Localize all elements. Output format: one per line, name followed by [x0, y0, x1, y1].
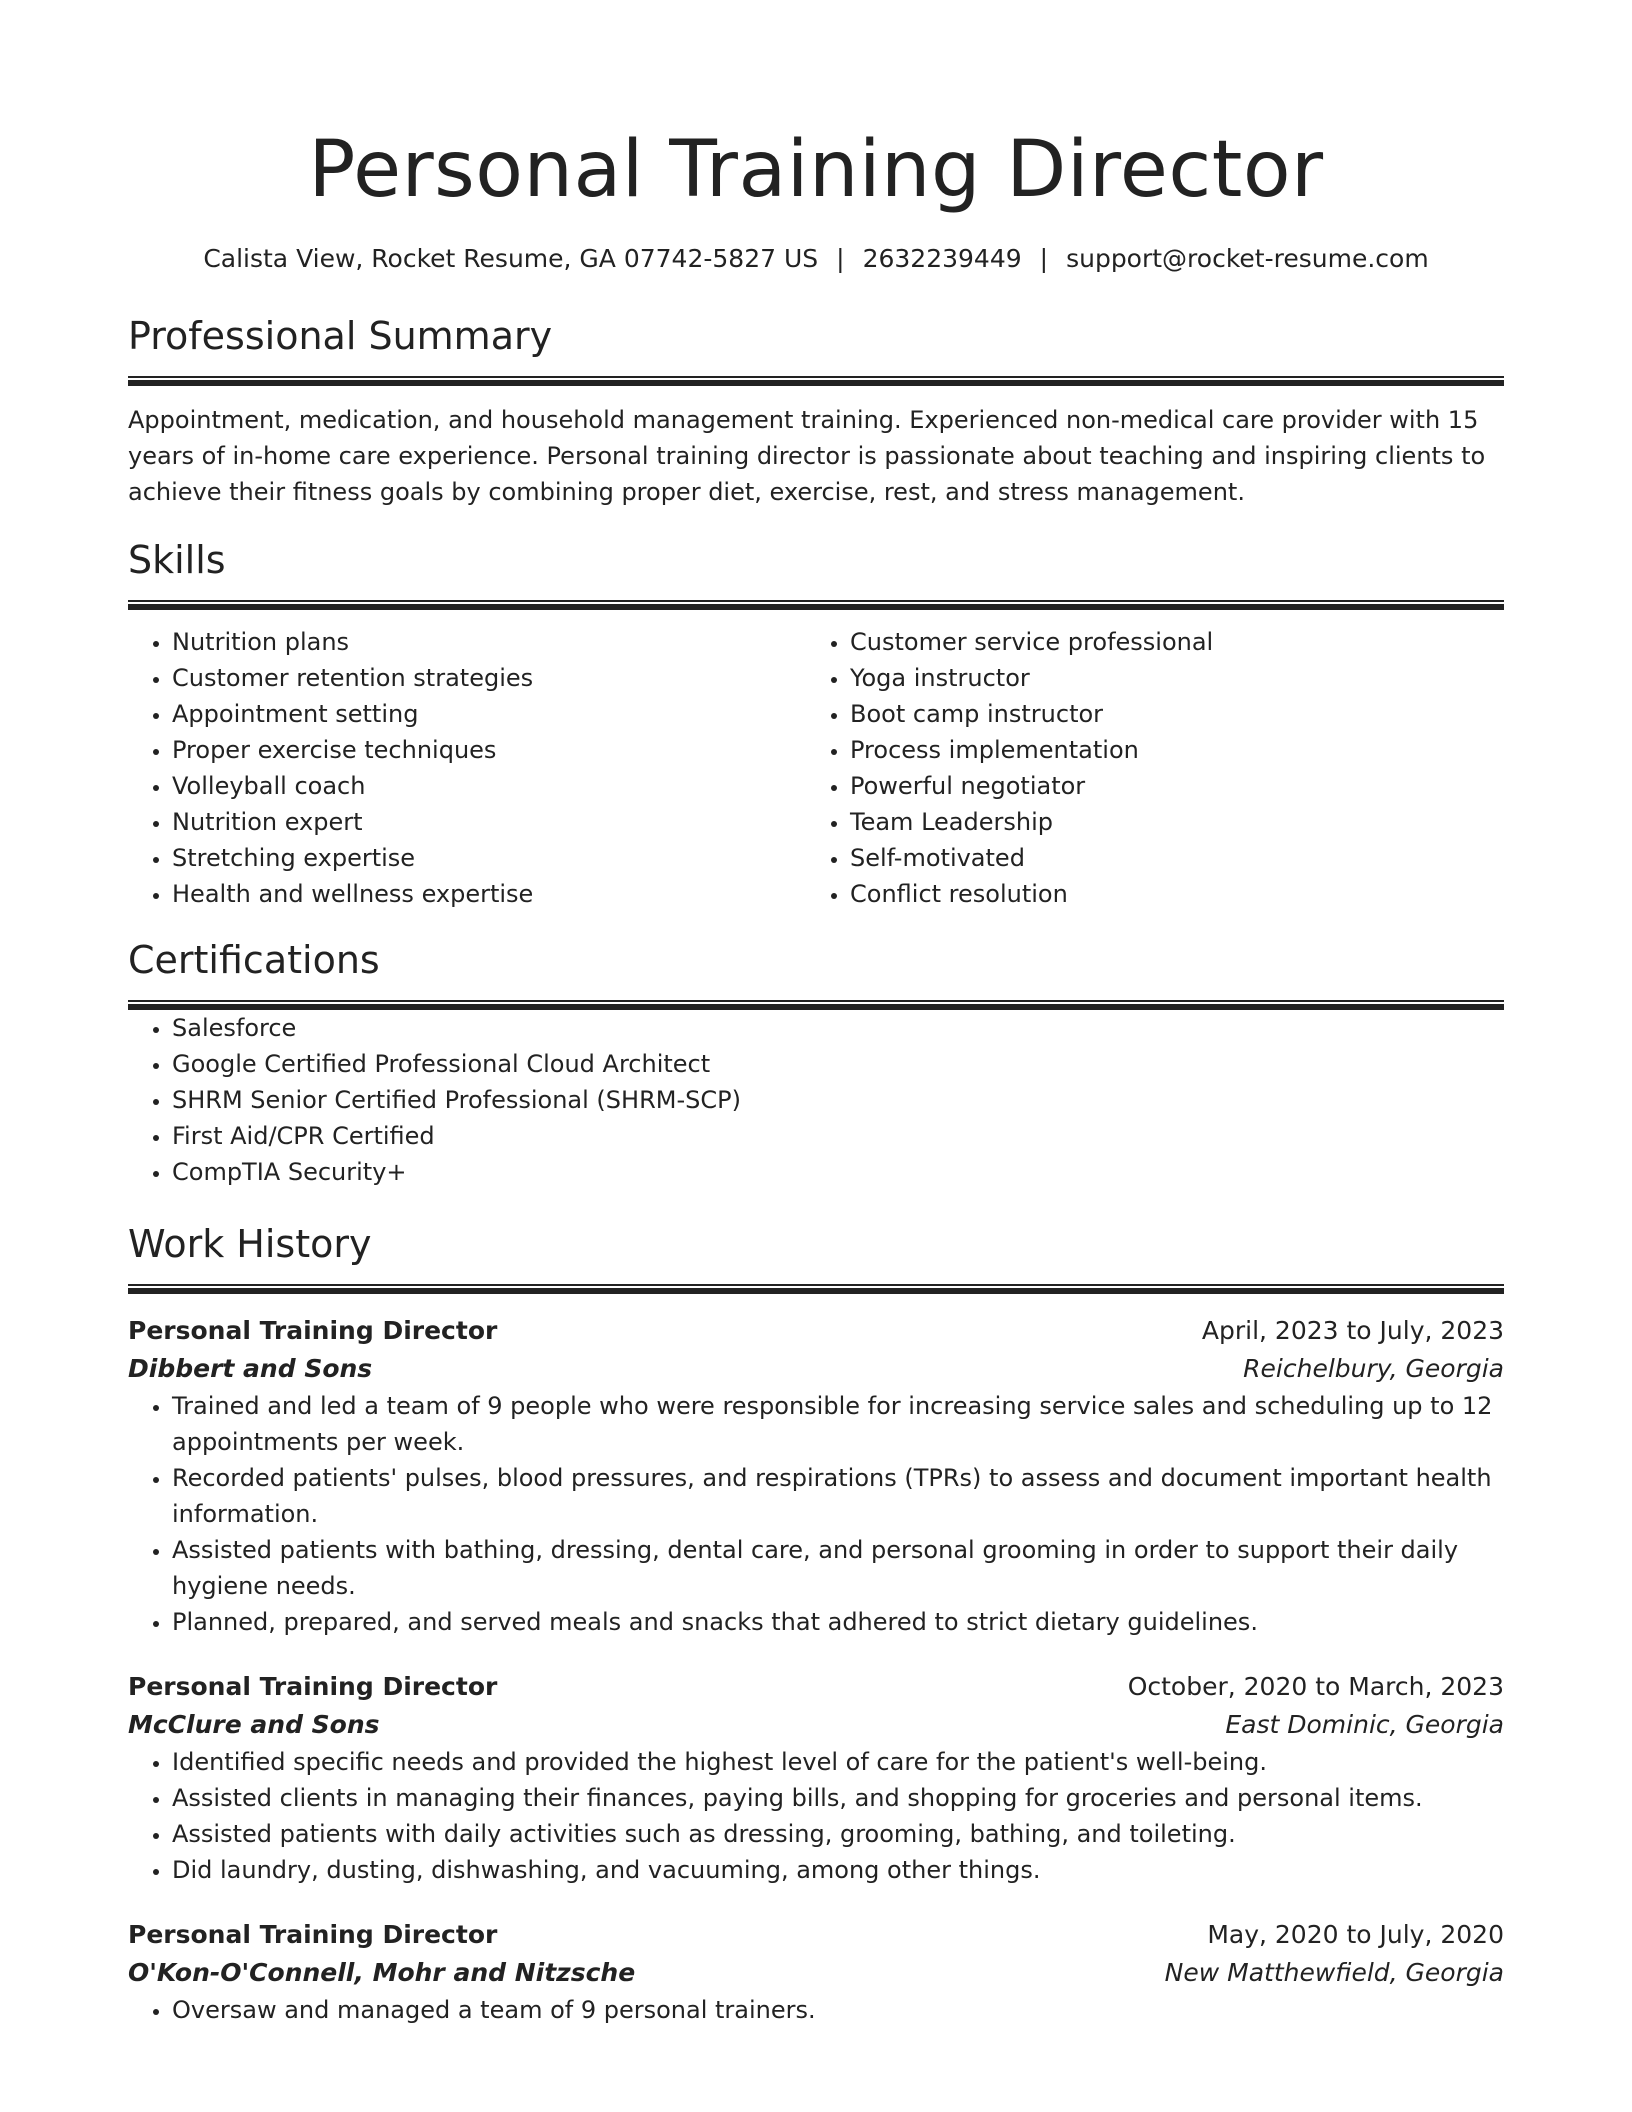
job-dates: October, 2020 to March, 2023	[1127, 1672, 1504, 1701]
job-bullet: • Oversaw and managed a team of 9 personal trainers.	[172, 1992, 1504, 2028]
skill-item: • Conflict resolution	[850, 876, 1484, 912]
job-header-row	[128, 1312, 1504, 1350]
job-dates: May, 2020 to July, 2020	[1207, 1920, 1504, 1949]
skill-item: • Boot camp instructor	[850, 696, 1484, 732]
work-history-section	[128, 1218, 1504, 2028]
summary-text: Appointment, medication, and household management training. Experienced non-medical care provider with 15 years of in-home care experience. Personal training director is passionate about teaching and inspiring clients to achieve their fitness goals by combining proper diet, exercise, rest, and stress management.	[128, 406, 1486, 506]
skill-item: • Nutrition expert	[172, 804, 806, 840]
skills-list-right	[806, 624, 1484, 912]
certification-item: • Salesforce	[172, 1010, 1504, 1046]
contact-separator: |	[836, 244, 845, 273]
skills-columns	[128, 624, 1504, 912]
skill-item: • Volleyball coach	[172, 768, 806, 804]
skill-item: • Yoga instructor	[850, 660, 1484, 696]
job-location: Reichelbury, Georgia	[1243, 1354, 1504, 1383]
job-entry	[128, 1916, 1504, 2028]
job-bullet: • Identified specific needs and provided the highest level of care for the patient's well-being.	[172, 1744, 1504, 1780]
skill-item: • Nutrition plans	[172, 624, 806, 660]
skills-list-left	[128, 624, 806, 912]
skill-item: • Powerful negotiator	[850, 768, 1484, 804]
job-company-row	[128, 1350, 1504, 1388]
section-divider	[128, 1284, 1504, 1294]
skill-item: • Customer retention strategies	[172, 660, 806, 696]
job-bullet: • Did laundry, dusting, dishwashing, and vacuuming, among other things.	[172, 1852, 1504, 1888]
skill-item: • Proper exercise techniques	[172, 732, 806, 768]
job-company: McClure and Sons	[128, 1710, 380, 1739]
certification-item: • CompTIA Security+	[172, 1154, 1504, 1190]
job-dates: April, 2023 to July, 2023	[1201, 1316, 1504, 1345]
job-bullet-list	[128, 1992, 1504, 2028]
summary-section	[128, 310, 1504, 510]
certifications-section	[128, 934, 1504, 1190]
skills-column-left	[128, 624, 806, 912]
job-title: Personal Training Director	[128, 1672, 498, 1701]
job-bullet: • Recorded patients' pulses, blood pressures, and respirations (TPRs) to assess and document important health information.	[172, 1460, 1504, 1532]
job-company-row	[128, 1954, 1504, 1992]
contact-line	[128, 242, 1504, 276]
skill-item: • Appointment setting	[172, 696, 806, 732]
certifications-list	[128, 1010, 1504, 1190]
skill-item: • Health and wellness expertise	[172, 876, 806, 912]
skill-item: • Customer service professional	[850, 624, 1484, 660]
job-entry	[128, 1668, 1504, 1888]
section-divider	[128, 1000, 1504, 1010]
certifications-heading: Certifications	[128, 938, 380, 982]
contact-address: Calista View, Rocket Resume, GA 07742-5827 US	[203, 244, 819, 273]
job-location: New Matthewfield, Georgia	[1164, 1958, 1504, 1987]
contact-email[interactable]: support@rocket-resume.com	[1066, 244, 1429, 273]
job-entry	[128, 1312, 1504, 1640]
skill-item: • Self-motivated	[850, 840, 1484, 876]
skills-heading: Skills	[128, 538, 226, 582]
resume-title: Personal Training Director	[308, 125, 1324, 215]
job-bullet: • Assisted clients in managing their finances, paying bills, and shopping for groceries and personal items.	[172, 1780, 1504, 1816]
work-history-heading: Work History	[128, 1222, 372, 1266]
job-title: Personal Training Director	[128, 1920, 498, 1949]
contact-phone: 2632239449	[862, 244, 1022, 273]
certification-item: • Google Certified Professional Cloud Architect	[172, 1046, 1504, 1082]
job-title: Personal Training Director	[128, 1316, 498, 1345]
job-bullet: • Assisted patients with bathing, dressing, dental care, and personal grooming in order to support their daily hygiene needs.	[172, 1532, 1504, 1604]
summary-heading: Professional Summary	[128, 314, 553, 358]
job-bullet: • Assisted patients with daily activities such as dressing, grooming, bathing, and toileting.	[172, 1816, 1504, 1852]
skill-item: • Stretching expertise	[172, 840, 806, 876]
skill-item: • Process implementation	[850, 732, 1484, 768]
skills-section	[128, 534, 1504, 912]
certification-item: • SHRM Senior Certified Professional (SHRM-SCP)	[172, 1082, 1504, 1118]
job-bullet: • Planned, prepared, and served meals and snacks that adhered to strict dietary guidelines.	[172, 1604, 1504, 1640]
contact-separator: |	[1039, 244, 1049, 273]
job-company-row	[128, 1706, 1504, 1744]
certification-item: • First Aid/CPR Certified	[172, 1118, 1504, 1154]
job-bullet-list	[128, 1744, 1504, 1888]
job-company: O'Kon-O'Connell, Mohr and Nitzsche	[128, 1958, 636, 1987]
job-header-row	[128, 1916, 1504, 1954]
resume-page	[128, 0, 1504, 2028]
section-divider	[128, 600, 1504, 610]
skills-column-right	[806, 624, 1484, 912]
job-company: Dibbert and Sons	[128, 1354, 373, 1383]
job-location: East Dominic, Georgia	[1225, 1710, 1504, 1739]
job-header-row	[128, 1668, 1504, 1706]
job-bullet-list	[128, 1388, 1504, 1640]
skill-item: • Team Leadership	[850, 804, 1484, 840]
job-bullet: • Trained and led a team of 9 people who were responsible for increasing service sales and scheduling up to 12 appointments per week.	[172, 1388, 1504, 1460]
section-divider	[128, 376, 1504, 386]
